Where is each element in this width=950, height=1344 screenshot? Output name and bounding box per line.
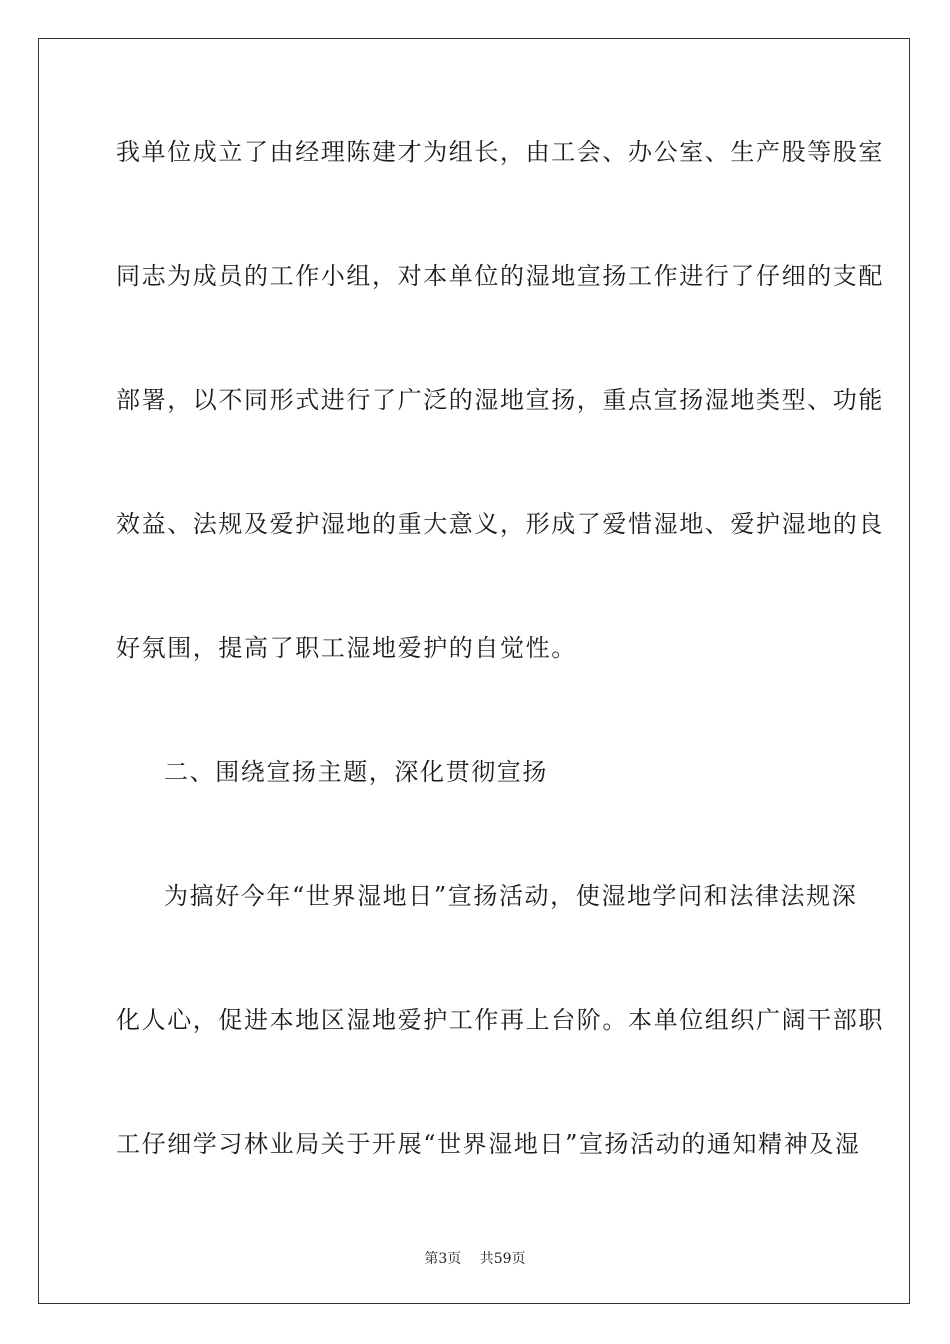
paragraph-line: 我单位成立了由经理陈建才为组长，由工会、办公室、生产股等股室 — [116, 138, 884, 166]
page-number: 第3页 — [424, 1251, 462, 1267]
page-total: 共59页 — [479, 1251, 526, 1267]
page-border — [38, 38, 910, 1304]
paragraph-line: 化人心，促进本地区湿地爱护工作再上台阶。本单位组织广阔干部职 — [116, 1006, 884, 1034]
paragraph-line: 效益、法规及爱护湿地的重大意义，形成了爱惜湿地、爱护湿地的良 — [116, 510, 884, 538]
section-heading: 二、围绕宣扬主题，深化贯彻宣扬 — [164, 758, 548, 786]
paragraph-line: 工仔细学习林业局关于开展“世界湿地日”宣扬活动的通知精神及湿 — [116, 1130, 861, 1158]
paragraph-line: 同志为成员的工作小组，对本单位的湿地宣扬工作进行了仔细的支配 — [116, 262, 884, 290]
paragraph-line: 好氛围，提高了职工湿地爱护的自觉性。 — [116, 634, 577, 662]
paragraph-line: 为搞好今年“世界湿地日”宣扬活动，使湿地学问和法律法规深 — [164, 882, 858, 910]
page-footer — [0, 1250, 950, 1268]
paragraph-line: 部署，以不同形式进行了广泛的湿地宣扬，重点宣扬湿地类型、功能 — [116, 386, 884, 414]
